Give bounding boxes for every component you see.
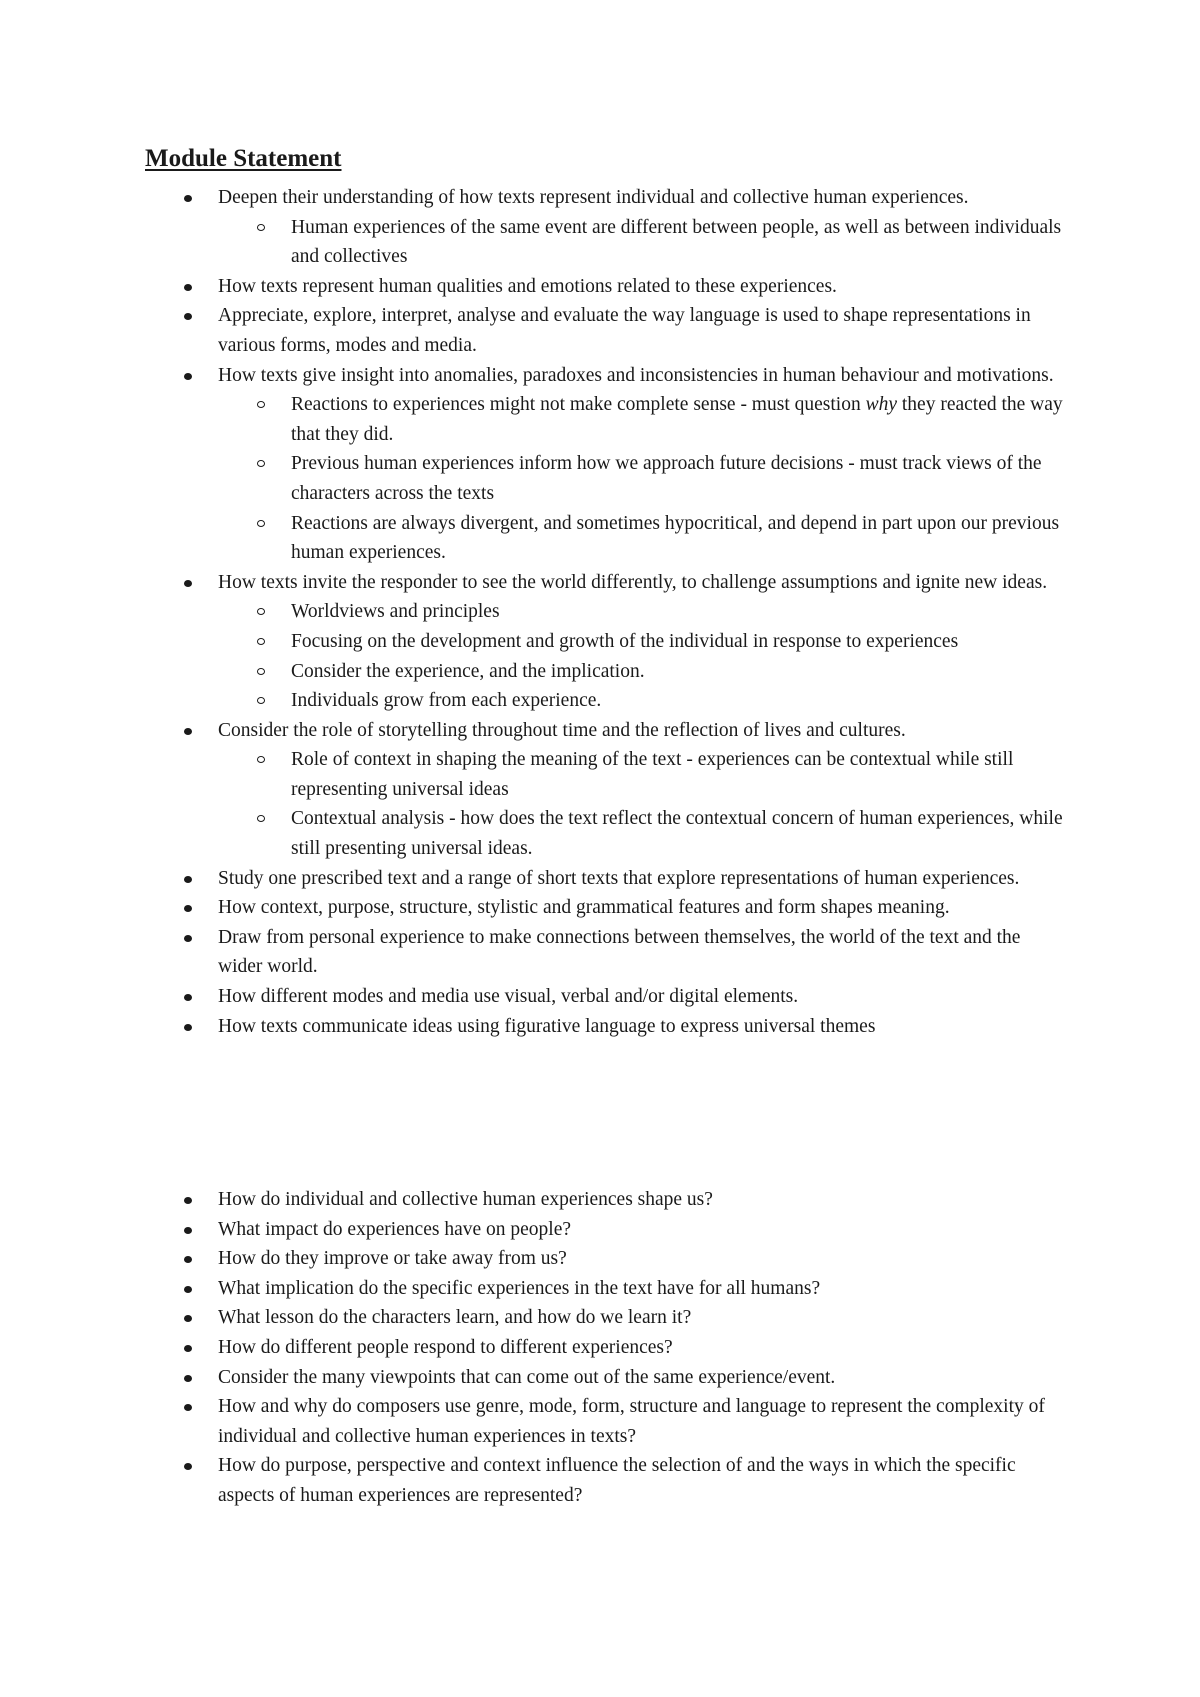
module-points-list <box>0 183 1200 1041</box>
sub-list-item-text: Previous human experiences inform how we approach future decisions - must track views of the characters across the texts <box>291 453 1042 504</box>
question-text: What impact do experiences have on people? <box>218 1218 572 1240</box>
sub-list-item-text-after: they reacted the way that they did. <box>291 394 1063 445</box>
bullet-icon <box>184 1375 192 1382</box>
sub-list-item <box>218 390 1063 449</box>
list-item <box>0 864 1063 894</box>
sub-list-item-text: Worldviews and principles <box>291 601 500 623</box>
questions-list <box>0 1185 1200 1511</box>
sub-list <box>218 213 1063 272</box>
sub-list-item <box>218 657 1063 687</box>
bullet-icon <box>184 195 192 202</box>
sub-list-item <box>218 804 1063 863</box>
bullet-icon <box>184 1227 192 1234</box>
question-text: How and why do composers use genre, mode, form, structure and language to represent the complexity of individual and collective human experiences in texts? <box>218 1396 1045 1447</box>
circle-bullet-icon <box>257 697 265 704</box>
question-text: How do purpose, perspective and context influence the selection of and the ways in which the specific aspects of human experiences are represented? <box>218 1455 1016 1506</box>
list-item-text: Study one prescribed text and a range of short texts that explore representations of human experiences. <box>218 867 1020 889</box>
sub-list-item-text: Individuals grow from each experience. <box>291 690 602 712</box>
bullet-icon <box>184 1024 192 1031</box>
bullet-icon <box>184 284 192 291</box>
sub-list-item <box>218 213 1063 272</box>
sub-list-item <box>218 627 1063 657</box>
sub-list-item <box>218 597 1063 627</box>
list-item <box>0 893 1063 923</box>
list-item-text: Consider the role of storytelling throughout time and the reflection of lives and cultures. <box>218 719 906 741</box>
sub-list-item <box>218 509 1063 568</box>
list-item-text: Appreciate, explore, interpret, analyse and evaluate the way language is used to shape representations in various forms, modes and media. <box>218 305 1031 356</box>
question-item <box>0 1451 1063 1510</box>
list-item <box>0 301 1063 360</box>
sub-list <box>218 390 1063 568</box>
sub-list-item <box>218 745 1063 804</box>
question-text: What implication do the specific experiences in the text have for all humans? <box>218 1277 821 1299</box>
list-item-text: Deepen their understanding of how texts represent individual and collective human experiences. <box>218 187 969 208</box>
list-item-text: How different modes and media use visual, verbal and/or digital elements. <box>218 986 799 1008</box>
question-item <box>0 1363 1063 1393</box>
emphasis-text: why <box>865 394 897 416</box>
sub-list-item <box>218 686 1063 716</box>
sub-list-item-text: Focusing on the development and growth of the individual in response to experiences <box>291 630 959 652</box>
list-item <box>0 361 1063 568</box>
question-item <box>0 1185 1063 1215</box>
circle-bullet-icon <box>257 460 265 467</box>
sub-list-item-text: Contextual analysis - how does the text reflect the contextual concern of human experiences, while still presenting universal ideas. <box>291 808 1063 860</box>
list-item-text: How texts invite the responder to see the world differently, to challenge assumptions and ignite new ideas. <box>218 571 1048 593</box>
bullet-icon <box>184 373 192 380</box>
list-item-text: How texts represent human qualities and emotions related to these experiences. <box>218 275 837 297</box>
list-item-text: How context, purpose, structure, stylistic and grammatical features and form shapes meaning. <box>218 897 950 919</box>
question-text: Consider the many viewpoints that can come out of the same experience/event. <box>218 1366 836 1388</box>
question-text: How do different people respond to different experiences? <box>218 1336 673 1358</box>
page-title: Module Statement <box>145 145 342 172</box>
sub-list-item-text: Human experiences of the same event are different between people, as well as between individuals and collectives <box>291 216 1062 268</box>
bullet-icon <box>184 994 192 1001</box>
question-item <box>0 1244 1063 1274</box>
bullet-icon <box>184 313 192 320</box>
list-item <box>0 716 1063 864</box>
sub-list-item-text: Role of context in shaping the meaning of the text - experiences can be contextual while still representing universal ideas <box>291 749 1014 800</box>
circle-bullet-icon <box>257 756 265 763</box>
bullet-icon <box>184 728 192 735</box>
question-text: What lesson do the characters learn, and how do we learn it? <box>218 1307 692 1329</box>
circle-bullet-icon <box>257 401 265 408</box>
question-item <box>0 1392 1063 1451</box>
sub-list-item <box>218 449 1063 508</box>
list-item-text: How texts communicate ideas using figurative language to express universal themes <box>218 1015 876 1037</box>
bullet-icon <box>184 1315 192 1322</box>
bullet-icon <box>184 905 192 912</box>
sub-list-item-text: Consider the experience, and the implication. <box>291 660 645 682</box>
bullet-icon <box>184 1404 192 1411</box>
question-text: How do individual and collective human experiences shape us? <box>218 1189 713 1210</box>
circle-bullet-icon <box>257 608 265 615</box>
list-item <box>0 272 1063 302</box>
bullet-icon <box>184 1345 192 1352</box>
sub-list <box>218 597 1063 715</box>
list-item <box>0 183 1063 272</box>
bullet-icon <box>184 935 192 942</box>
circle-bullet-icon <box>257 815 265 822</box>
question-item <box>0 1274 1063 1304</box>
circle-bullet-icon <box>257 520 265 527</box>
question-item <box>0 1215 1063 1245</box>
bullet-icon <box>184 1256 192 1263</box>
circle-bullet-icon <box>257 668 265 675</box>
list-item <box>0 982 1063 1012</box>
bullet-icon <box>184 876 192 883</box>
list-item-text: How texts give insight into anomalies, paradoxes and inconsistencies in human behaviour and motivations. <box>218 364 1054 386</box>
question-item <box>0 1303 1063 1333</box>
list-item <box>0 568 1063 716</box>
list-item <box>0 923 1063 982</box>
sub-list <box>218 745 1063 863</box>
list-item-text: Draw from personal experience to make connections between themselves, the world of the text and the wider world. <box>218 926 1021 978</box>
bullet-icon <box>184 1463 192 1470</box>
circle-bullet-icon <box>257 638 265 645</box>
bullet-icon <box>184 1286 192 1293</box>
sub-list-item-text-before: Reactions to experiences might not make complete sense - must question <box>291 394 866 416</box>
bullet-icon <box>184 580 192 587</box>
sub-list-item-text: Reactions are always divergent, and sometimes hypocritical, and depend in part upon our previous human experiences. <box>291 512 1060 564</box>
circle-bullet-icon <box>257 224 265 231</box>
question-text: How do they improve or take away from us? <box>218 1248 567 1270</box>
list-item <box>0 1012 1063 1042</box>
question-item <box>0 1333 1063 1363</box>
bullet-icon <box>184 1197 192 1204</box>
